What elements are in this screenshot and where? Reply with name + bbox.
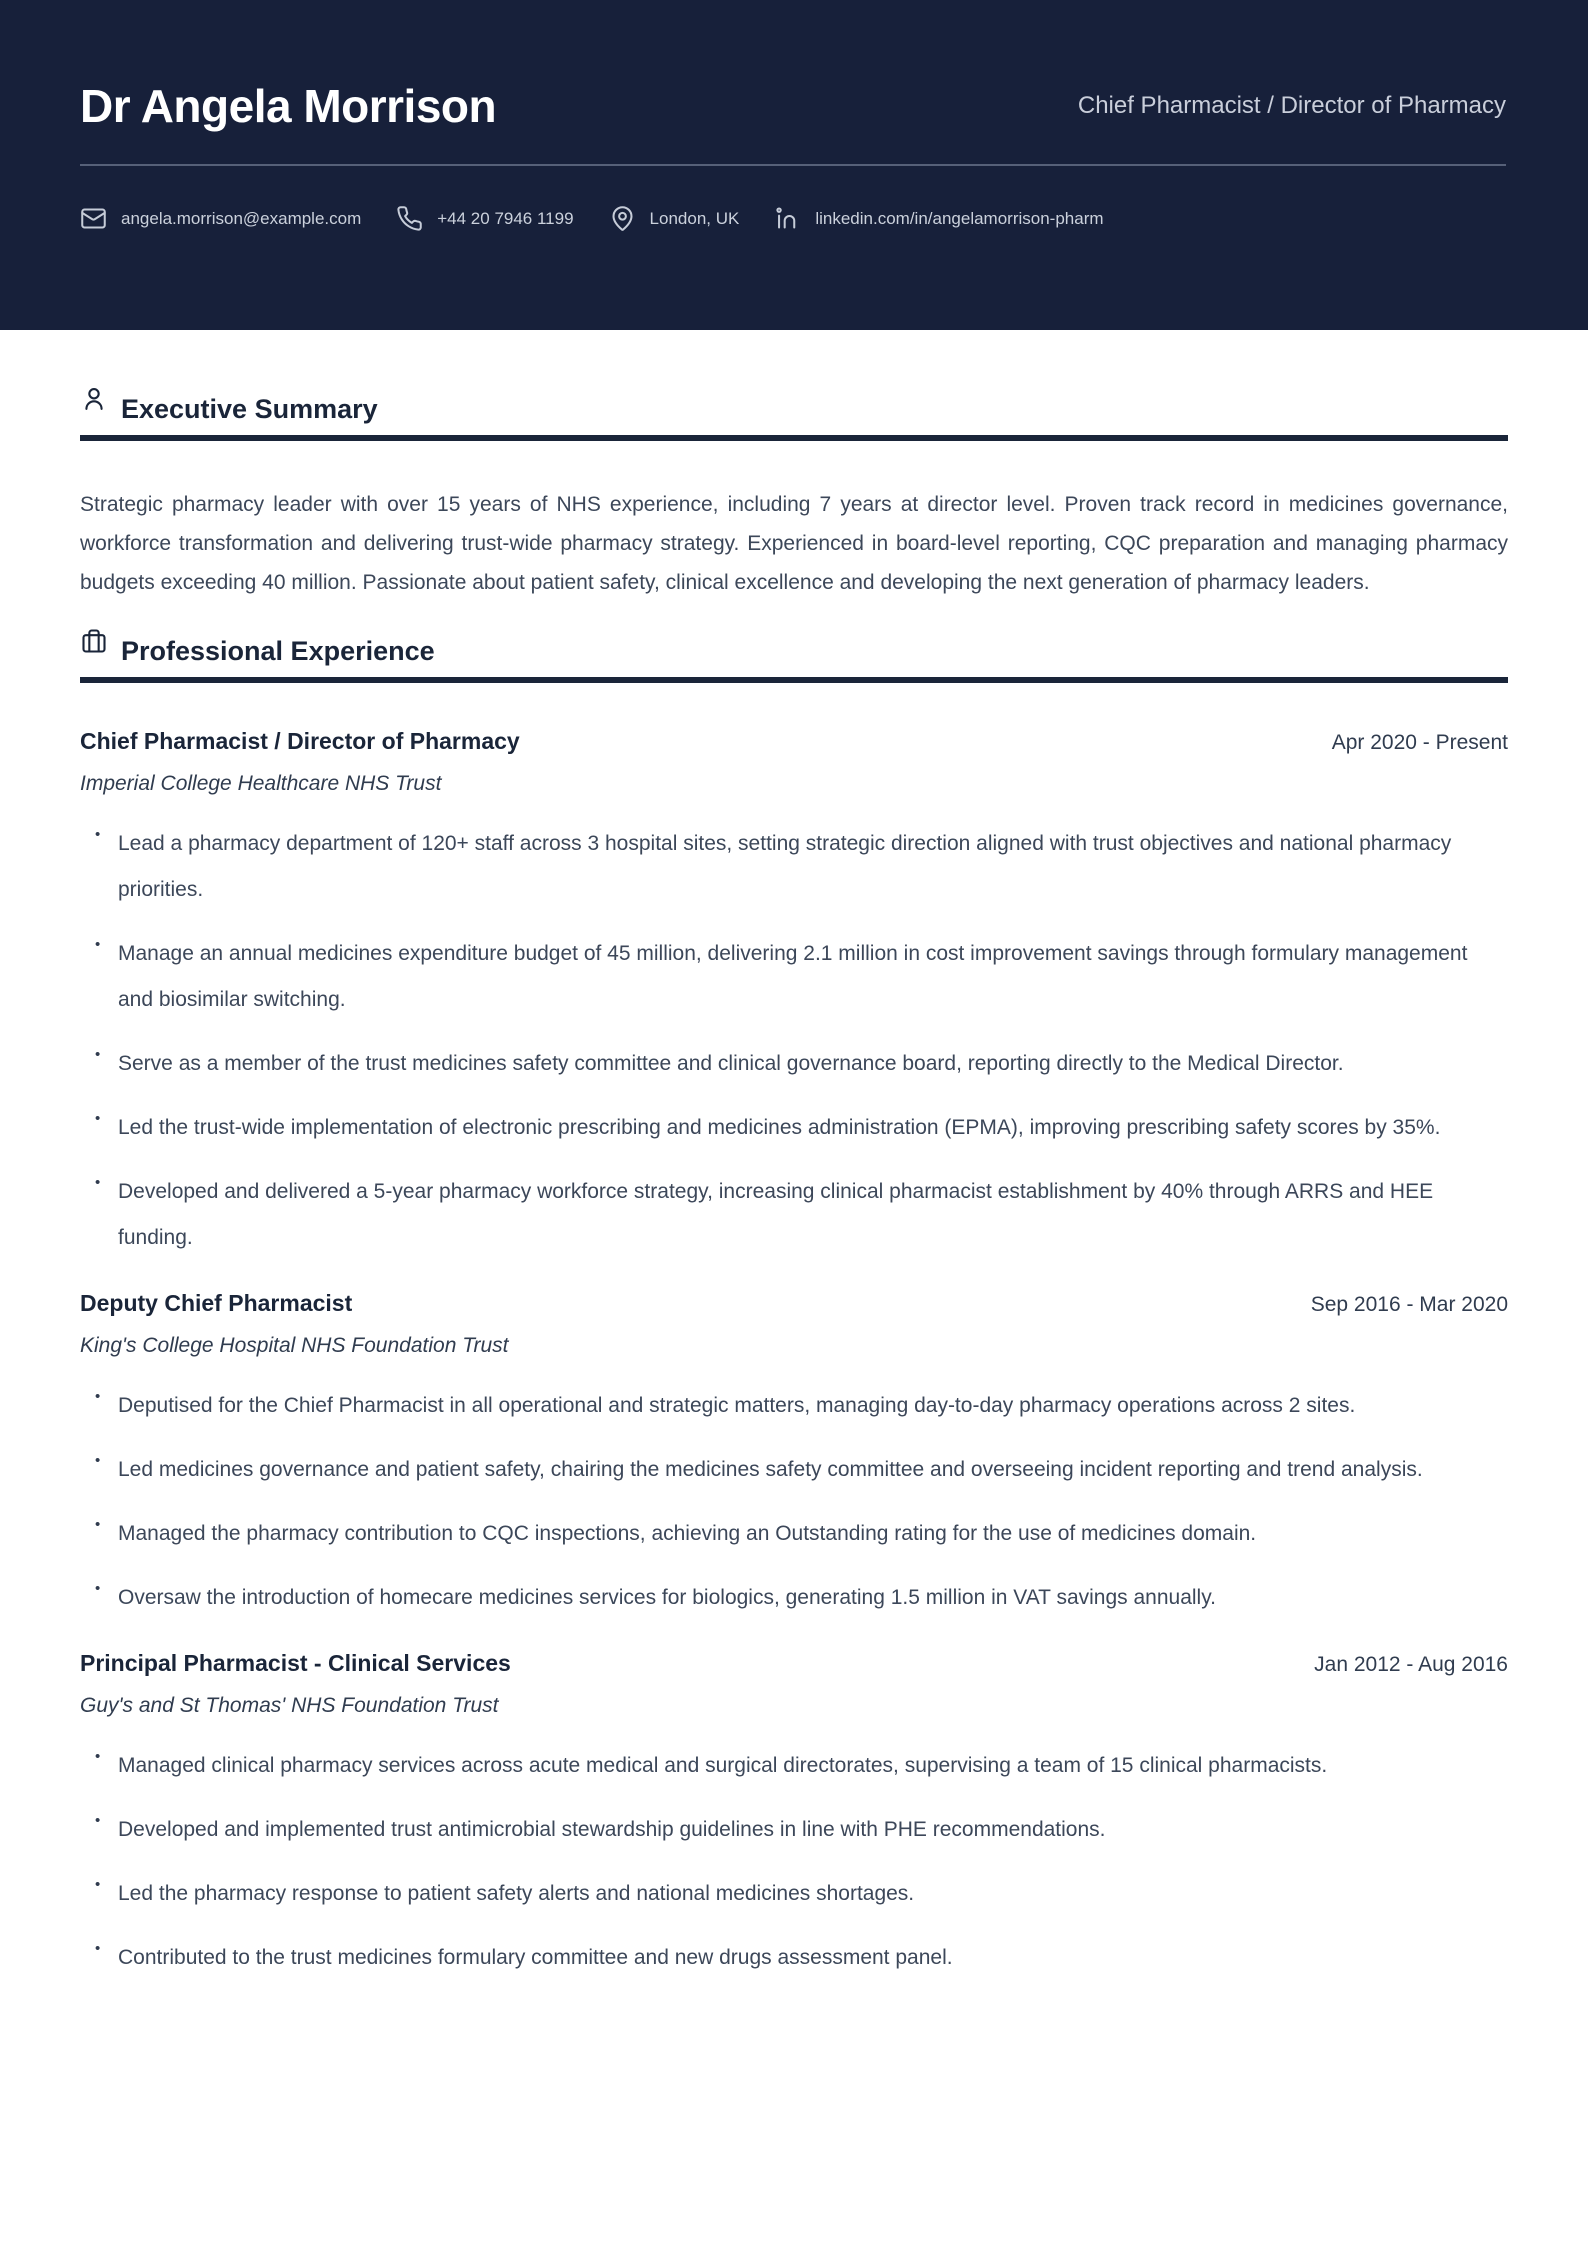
- contact-phone: [396, 202, 573, 229]
- job-bullets: [80, 821, 1508, 1261]
- job-dates: Sep 2016 - Mar 2020: [1310, 1293, 1508, 1316]
- map-pin-icon: [609, 205, 636, 232]
- job-dates: Apr 2020 - Present: [1331, 731, 1508, 754]
- candidate-name: Dr Angela Morrison: [80, 80, 497, 132]
- job-bullets: [80, 1383, 1508, 1621]
- job-bullet: • Led the trust-wide implementation of electronic prescribing and medicines administration (EPMA), improving prescribing safety scores by 35%.: [95, 1105, 1508, 1151]
- candidate-role: Chief Pharmacist / Director of Pharmacy: [1077, 92, 1506, 119]
- job-company: Imperial College Healthcare NHS Trust: [80, 772, 442, 795]
- job-bullet: • Serve as a member of the trust medicines safety committee and clinical governance board, reporting directly to the Medical Director.: [95, 1041, 1508, 1087]
- job-company: King's College Hospital NHS Foundation Trust: [80, 1334, 509, 1357]
- job-list: [80, 723, 1508, 1981]
- job-bullet: • Managed the pharmacy contribution to CQC inspections, achieving an Outstanding rating for the use of medicines domain.: [95, 1511, 1508, 1557]
- user-icon: [80, 385, 108, 413]
- job-company: Guy's and St Thomas' NHS Foundation Trust: [80, 1694, 499, 1717]
- job-bullet: • Manage an annual medicines expenditure budget of 45 million, delivering 2.1 million in cost improvement savings through formulary management and biosimilar switching.: [95, 931, 1508, 1023]
- section-title: Executive Summary: [121, 394, 378, 424]
- job-bullet: • Contributed to the trust medicines formulary committee and new drugs assessment panel.: [95, 1935, 1508, 1981]
- job-bullet: • Led medicines governance and patient safety, chairing the medicines safety committee and overseeing incident reporting and trend analysis.: [95, 1447, 1508, 1493]
- section-title: Professional Experience: [121, 636, 435, 666]
- job-bullet: • Developed and implemented trust antimicrobial stewardship guidelines in line with PHE recommendations.: [95, 1807, 1508, 1853]
- job-head: [80, 723, 1508, 759]
- job-title: Chief Pharmacist / Director of Pharmacy: [80, 728, 520, 754]
- section-executive-summary: [80, 392, 1508, 602]
- mail-icon: [80, 205, 107, 232]
- job-entry: [80, 1285, 1508, 1621]
- contact-linkedin-text: linkedin.com/in/angelamorrison-pharm: [815, 209, 1104, 228]
- job-entry: [80, 1645, 1508, 1981]
- section-professional-experience: [80, 634, 1508, 1981]
- contact-phone-text: +44 20 7946 1199: [437, 209, 574, 228]
- summary-text: Strategic pharmacy leader with over 15 years of NHS experience, including 7 years at director level. Proven track record in medicines governance, workforce transformation and delivering trust-wide pharmacy strategy. Experienced in board-level reporting, CQC preparation and managing pharmacy budgets exceeding 40 million. Passionate about patient safety, clinical excellence and developing the next generation of pharmacy leaders.: [80, 493, 1508, 594]
- professional-experience-header: [80, 634, 1508, 683]
- contact-location-text: London, UK: [649, 209, 740, 228]
- phone-icon: [396, 205, 423, 232]
- contact-location: [609, 202, 740, 229]
- header: [0, 0, 1588, 330]
- job-bullet: • Developed and delivered a 5-year pharmacy workforce strategy, increasing clinical pharmacist establishment by 40% through ARRS and HEE funding.: [95, 1169, 1508, 1261]
- contact-email-text: angela.morrison@example.com: [121, 209, 362, 228]
- contact-email[interactable]: [80, 202, 361, 229]
- job-entry: [80, 723, 1508, 1261]
- job-head: [80, 1645, 1508, 1681]
- contact-linkedin[interactable]: [774, 202, 1103, 229]
- job-head: [80, 1285, 1508, 1321]
- job-bullet: • Led the pharmacy response to patient safety alerts and national medicines shortages.: [95, 1871, 1508, 1917]
- linkedin-icon: [774, 205, 801, 232]
- job-bullet: • Deputised for the Chief Pharmacist in all operational and strategic matters, managing day-to-day pharmacy operations across 2 sites.: [95, 1383, 1508, 1429]
- header-top-row: [80, 80, 1506, 132]
- contact-row: [80, 202, 1506, 229]
- job-bullets: [80, 1743, 1508, 1981]
- briefcase-icon: [80, 627, 108, 655]
- job-dates: Jan 2012 - Aug 2016: [1314, 1653, 1508, 1676]
- job-bullet: • Managed clinical pharmacy services across acute medical and surgical directorates, supervising a team of 15 clinical pharmacists.: [95, 1743, 1508, 1789]
- job-title: Principal Pharmacist - Clinical Services: [80, 1650, 511, 1676]
- job-title: Deputy Chief Pharmacist: [80, 1290, 353, 1316]
- job-bullet: • Oversaw the introduction of homecare medicines services for biologics, generating 1.5 million in VAT savings annually.: [95, 1575, 1508, 1621]
- job-bullet: • Lead a pharmacy department of 120+ staff across 3 hospital sites, setting strategic direction aligned with trust objectives and national pharmacy priorities.: [95, 821, 1508, 913]
- resume-body: [0, 392, 1588, 1981]
- executive-summary-header: [80, 392, 1508, 441]
- header-divider: [80, 164, 1506, 166]
